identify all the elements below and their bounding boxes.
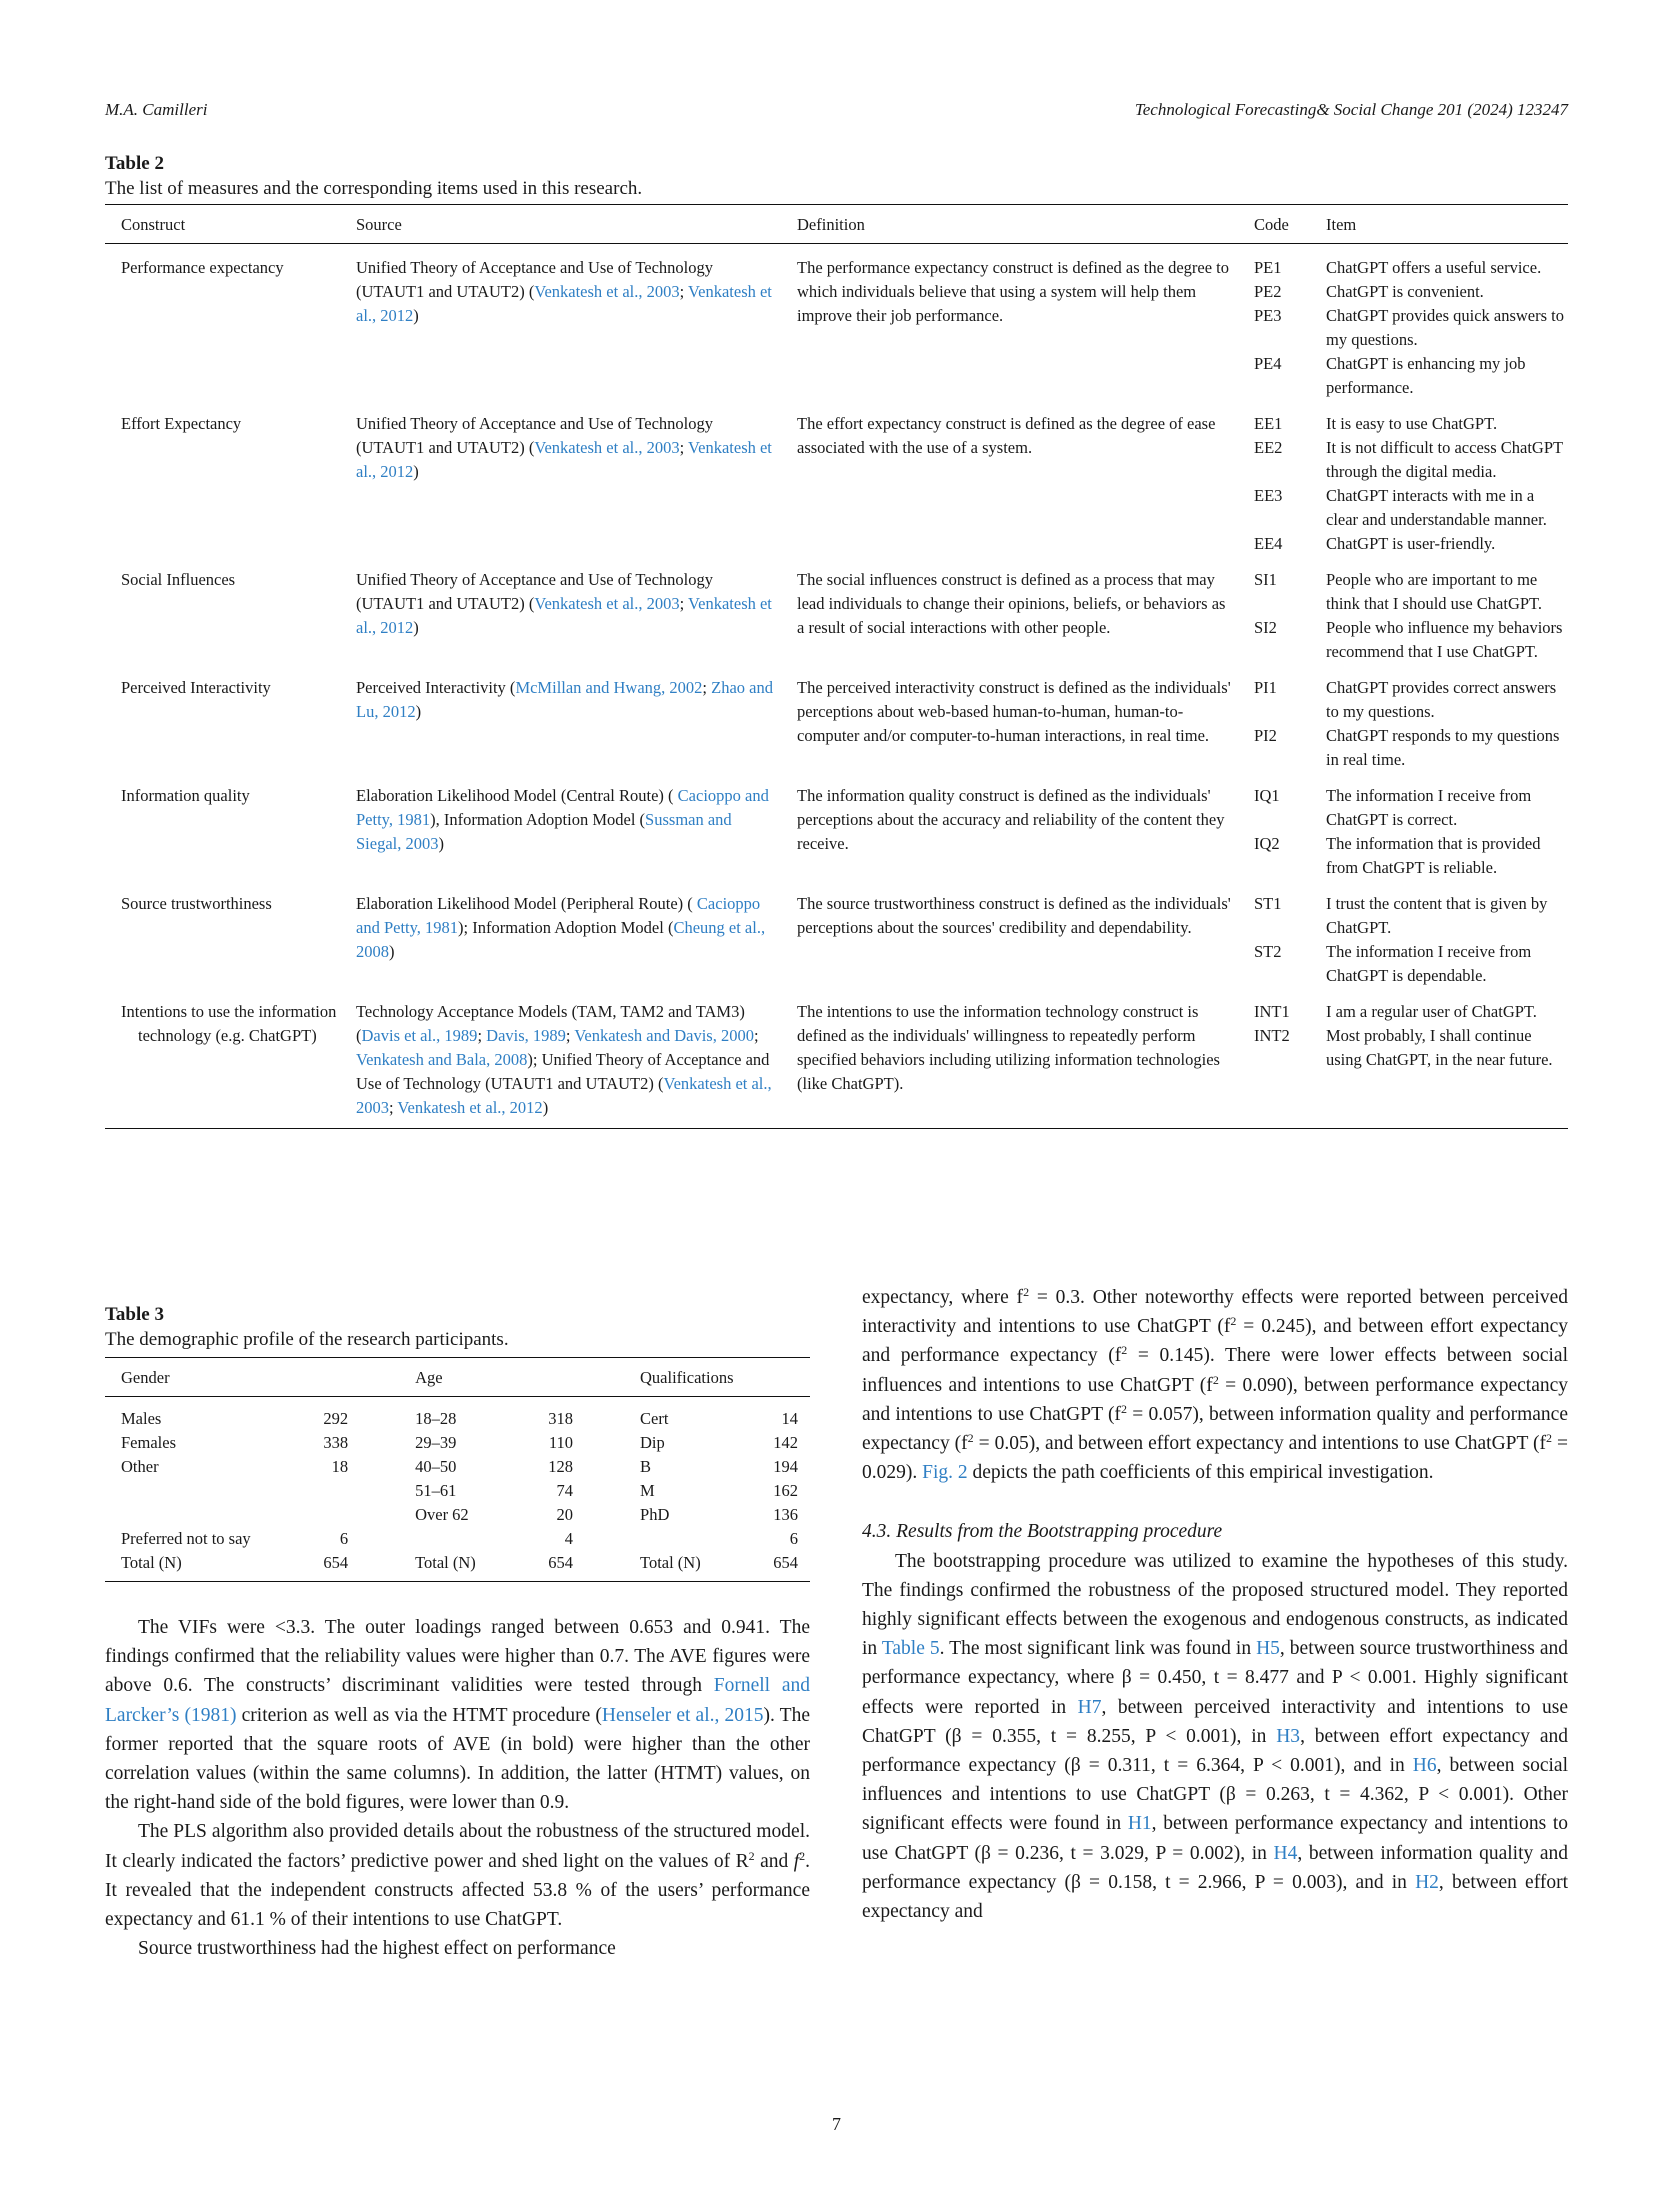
table-cell: 128: [548, 1457, 574, 1476]
table-row: [105, 1551, 810, 1582]
header-construct: Construct: [121, 215, 186, 234]
table-cell: [585, 1551, 640, 1582]
table-row: [105, 400, 1568, 556]
source-cell: Technology Acceptance Models (TAM, TAM2 and TAM3) (Davis et al., 1989; Davis, 1989; Venkatesh and Davis, 2000; Venkatesh and Bala, 2008); Unified Theory of Acceptance and Use of Technology (UTAUT1 and UTAUT2) (Venkatesh et al., 2003; Venkatesh et al., 2012): [356, 988, 797, 1129]
construct-cell: Effort Expectancy: [121, 414, 242, 433]
citation-link[interactable]: Venkatesh et al., 2012: [397, 1098, 543, 1117]
item-text: People who are important to me think that I should use ChatGPT.: [1326, 570, 1543, 613]
source-cell: Perceived Interactivity (McMillan and Hwang, 2002; Zhao and Lu, 2012): [356, 678, 773, 721]
link-h3[interactable]: H3: [1276, 1725, 1301, 1747]
items-cell: [1254, 400, 1568, 556]
item-code: PE4: [1254, 354, 1282, 373]
section-heading-4-3: 4.3. Results from the Bootstrapping procedure: [862, 1521, 1223, 1543]
item-code: PE1: [1254, 258, 1282, 277]
link-h4[interactable]: H4: [1273, 1842, 1298, 1864]
source-cell: Elaboration Likelihood Model (Central Route) ( Cacioppo and Petty, 1981), Information Adoption Model (Sussman and Siegal, 2003): [356, 786, 769, 853]
item-row: [1254, 1000, 1568, 1024]
item-code: IQ1: [1254, 786, 1280, 805]
table-row: [105, 880, 1568, 988]
item-code: EE3: [1254, 486, 1283, 505]
table-cell: [105, 1503, 296, 1527]
items-cell: [1254, 664, 1568, 772]
table-cell: 162: [773, 1481, 798, 1500]
citation-link[interactable]: Venkatesh et al., 2003: [534, 594, 680, 613]
table-cell: [585, 1479, 640, 1503]
citation-link[interactable]: McMillan and Hwang, 2002: [515, 678, 703, 697]
table-cell: Females: [121, 1433, 176, 1452]
table-cell: [360, 1397, 415, 1432]
table-cell: Cert: [640, 1409, 669, 1428]
table-row: [105, 1527, 810, 1551]
table-row: [105, 772, 1568, 880]
table-cell: 18–28: [415, 1409, 457, 1428]
link-h2[interactable]: H2: [1415, 1871, 1439, 1893]
item-text: It is not difficult to access ChatGPT through the digital media.: [1326, 438, 1563, 481]
paragraph-validity: The VIFs were <3.3. The outer loadings ranged between 0.653 and 0.941. The findings confirmed that the reliability values were higher than 0.7. The AVE figures were above 0.6. The constructs’ discriminant validities were tested through Fornell and Larcker’s (1981) criterion as well as via the HTMT procedure (Henseler et al., 2015). The former reported that the square roots of AVE (in bold) were higher than the other correlation values (within the same columns). In addition, the latter (HTMT) values, on the right-hand side of the bold figures, were lower than 0.9.: [105, 1617, 810, 1814]
table-cell: [360, 1431, 415, 1455]
items-cell: [1254, 556, 1568, 664]
item-row: [1254, 532, 1568, 556]
definition-cell: The source trustworthiness construct is defined as the individuals' perceptions about the sources' credibility and dependability.: [797, 894, 1231, 937]
table-row: [105, 1455, 810, 1479]
table-cell: Males: [121, 1409, 162, 1428]
item-row: [1254, 832, 1568, 880]
item-text: ChatGPT is convenient.: [1326, 282, 1484, 301]
item-code: PE2: [1254, 282, 1282, 301]
item-code: IQ2: [1254, 834, 1280, 853]
table-2-caption: The list of measures and the corresponding items used in this research.: [105, 178, 643, 199]
table-cell: [585, 1397, 640, 1432]
item-text: It is easy to use ChatGPT.: [1326, 414, 1498, 433]
table-cell: B: [640, 1457, 652, 1476]
table-cell: [105, 1479, 296, 1503]
cite-henseler[interactable]: Henseler et al., 2015: [601, 1704, 764, 1726]
demographic-table-body: [105, 1397, 810, 1582]
link-h6[interactable]: H6: [1412, 1755, 1437, 1777]
table-cell: Preferred not to say: [121, 1529, 251, 1548]
table-cell: 338: [323, 1433, 349, 1452]
link-h1[interactable]: H1: [1127, 1813, 1152, 1835]
definition-cell: The performance expectancy construct is defined as the degree to which individuals believe that using a system will help them improve their job performance.: [797, 258, 1230, 325]
table-cell: [360, 1527, 415, 1551]
table-cell: Other: [121, 1457, 159, 1476]
link-table-5[interactable]: Table 5: [881, 1638, 940, 1660]
citation-link[interactable]: Venkatesh et al., 2003: [356, 1074, 772, 1117]
table-header-row: [105, 1358, 810, 1397]
construct-cell: Social Influences: [121, 570, 236, 589]
table-cell: 654: [746, 1551, 810, 1582]
item-text: People who influence my behaviors recommend that I use ChatGPT.: [1326, 618, 1563, 661]
citation-link[interactable]: Zhao and Lu, 2012: [356, 678, 773, 721]
table-row: [105, 1397, 810, 1432]
citation-link[interactable]: Venkatesh et al., 2012: [356, 594, 772, 637]
table-row: [105, 1479, 810, 1503]
item-code: PE3: [1254, 306, 1282, 325]
measures-table-body: [105, 244, 1568, 1129]
paragraph-effects: expectancy, where $f^2 = 0.3$. Other noteworthy effects were reported between perceived interactivity and intentions to use ChatGPT $(f^2 = 0.245)$, and between effort expectancy and performance expectancy $(f^2 = 0.145)$. There were lower effects between social influences and intentions to use ChatGPT $(f^2 = 0.090)$, between performance expectancy and intentions to use ChatGPT $(f^2 = 0.057)$, between information quality and performance expectancy $(f^2 = 0.05)$, and between effort expectancy and intentions to use ChatGPT $(f^2 = 0.029)$. Fig. 2 depicts the path coefficients of this empirical investigation.: [862, 1285, 1569, 1484]
page-number: 7: [832, 2114, 841, 2134]
item-row: [1254, 484, 1568, 532]
item-text: The information that is provided from ChatGPT is reliable.: [1326, 834, 1541, 877]
items-cell: [1254, 772, 1568, 880]
table-cell: 74: [556, 1481, 574, 1500]
table-cell: [585, 1503, 640, 1527]
table-3: [105, 1303, 810, 1582]
item-row: [1254, 436, 1568, 484]
header-code: Code: [1254, 215, 1289, 234]
item-row: [1254, 676, 1568, 724]
table-cell: 51–61: [415, 1481, 457, 1500]
item-text: The information I receive from ChatGPT is dependable.: [1326, 942, 1532, 985]
item-text: The information I receive from ChatGPT is correct.: [1326, 786, 1532, 829]
table-3-caption: The demographic profile of the research participants.: [105, 1329, 509, 1350]
header-qualifications: Qualifications: [640, 1368, 734, 1387]
demographic-table: [105, 1357, 810, 1582]
link-fig-2[interactable]: Fig. 2: [922, 1462, 968, 1484]
table-cell: [360, 1479, 415, 1503]
table-cell: PhD: [640, 1505, 670, 1524]
header-item: Item: [1326, 215, 1357, 234]
table-cell: M: [640, 1481, 655, 1500]
right-column-text: [862, 1283, 1568, 1926]
table-cell: 29–39: [415, 1433, 457, 1452]
left-column-text: [105, 1613, 810, 1963]
item-text: ChatGPT provides correct answers to my questions.: [1326, 678, 1557, 721]
item-row: [1254, 304, 1568, 352]
item-text: ChatGPT is enhancing my job performance.: [1326, 354, 1526, 397]
items-cell: [1254, 988, 1568, 1129]
table-cell: Total (N): [640, 1551, 746, 1582]
paragraph-source-trust: Source trustworthiness had the highest effect on performance: [138, 1938, 616, 1960]
table-row: [105, 988, 1568, 1129]
table-cell: Dip: [640, 1433, 665, 1452]
item-code: EE1: [1254, 414, 1283, 433]
citation-link[interactable]: Cacioppo and Petty, 1981: [356, 894, 761, 937]
item-code: ST1: [1254, 894, 1282, 913]
item-row: [1254, 616, 1568, 664]
table-cell: 292: [323, 1409, 349, 1428]
item-text: Most probably, I shall continue using ChatGPT, in the near future.: [1326, 1026, 1553, 1069]
table-3-label: Table 3: [105, 1304, 164, 1325]
citation-link[interactable]: Venkatesh et al., 2012: [356, 438, 772, 481]
cite-fornell-larcker[interactable]: Fornell and Larcker’s (1981): [105, 1675, 810, 1726]
article-page: [105, 0, 1568, 2205]
table-row: [105, 1503, 810, 1527]
item-row: [1254, 256, 1568, 280]
source-cell: Unified Theory of Acceptance and Use of Technology (UTAUT1 and UTAUT2) (Venkatesh et al., 2003; Venkatesh et al., 2012): [356, 414, 772, 481]
item-text: ChatGPT provides quick answers to my questions.: [1326, 306, 1565, 349]
table-header-row: [105, 205, 1568, 244]
table-cell: [640, 1527, 746, 1551]
item-text: I am a regular user of ChatGPT.: [1326, 1002, 1537, 1021]
table-cell: 318: [548, 1409, 574, 1428]
item-code: INT2: [1254, 1026, 1290, 1045]
item-row: [1254, 724, 1568, 772]
definition-cell: The social influences construct is defined as a process that may lead individuals to change their opinions, beliefs, or behaviors as a result of social interactions with other people.: [797, 570, 1226, 637]
item-row: [1254, 412, 1568, 436]
source-cell: Unified Theory of Acceptance and Use of Technology (UTAUT1 and UTAUT2) (Venkatesh et al., 2003; Venkatesh et al., 2012): [356, 570, 772, 637]
construct-cell: Performance expectancy: [121, 258, 284, 277]
table-cell: 136: [773, 1505, 798, 1524]
citation-link[interactable]: Cacioppo and Petty, 1981: [356, 786, 769, 829]
table-cell: [360, 1455, 415, 1479]
measures-table: [105, 204, 1568, 1129]
table-row: [105, 664, 1568, 772]
paragraph-bootstrapping: The bootstrapping procedure was utilized to examine the hypotheses of this study. The findings confirmed the robustness of the proposed structured model. They reported highly significant effects between the exogenous and endogenous constructs, as indicated in Table 5. The most significant link was found in H5, between source trustworthiness and performance expectancy, where β = 0.450, t = 8.477 and P < 0.001. Highly significant effects were reported in H7, between perceived interactivity and intentions to use ChatGPT (β = 0.355, t = 8.255, P < 0.001), in H3, between effort expectancy and performance expectancy (β = 0.311, t = 6.364, P < 0.001), and in H6, between social influences and intentions to use ChatGPT (β = 0.263, t = 4.362, P < 0.001). Other significant effects were found in H1, between performance expectancy and intentions to use ChatGPT (β = 0.236, t = 3.029, P = 0.002), in H4, between information quality and performance expectancy (β = 0.158, t = 2.966, P = 0.003), and in H2, between effort expectancy and: [862, 1550, 1569, 1923]
table-cell: [415, 1527, 521, 1551]
item-text: ChatGPT is user-friendly.: [1326, 534, 1496, 553]
table-2-label: Table 2: [105, 153, 164, 174]
table-cell: [296, 1503, 360, 1527]
citation-link[interactable]: Venkatesh et al., 2012: [356, 282, 772, 325]
table-cell: Over 62: [415, 1505, 469, 1524]
source-cell: Unified Theory of Acceptance and Use of Technology (UTAUT1 and UTAUT2) (Venkatesh et al., 2003; Venkatesh et al., 2012): [356, 258, 772, 325]
item-row: [1254, 280, 1568, 304]
table-cell: 20: [556, 1505, 574, 1524]
item-row: [1254, 892, 1568, 940]
table-cell: [585, 1455, 640, 1479]
table-cell: [296, 1479, 360, 1503]
citation-link[interactable]: Venkatesh and Bala, 2008: [356, 1050, 528, 1069]
header-age: Age: [415, 1368, 443, 1387]
item-code: EE2: [1254, 438, 1283, 457]
citation-link[interactable]: Davis, 1989: [486, 1026, 566, 1045]
item-row: [1254, 1024, 1568, 1072]
construct-cell: Source trustworthiness: [121, 894, 272, 913]
table-cell: [585, 1431, 640, 1455]
definition-cell: The information quality construct is defined as the individuals' perceptions about the accuracy and reliability of the content they receive.: [797, 786, 1225, 853]
item-code: EE4: [1254, 534, 1283, 553]
citation-link[interactable]: Davis et al., 1989: [361, 1026, 478, 1045]
item-code: PI2: [1254, 726, 1277, 745]
construct-cell: Perceived Interactivity: [121, 678, 271, 697]
table-cell: 6: [339, 1529, 349, 1548]
table-cell: 18: [331, 1457, 349, 1476]
table-cell: [360, 1503, 415, 1527]
table-cell: [585, 1527, 640, 1551]
table-cell: 110: [548, 1433, 574, 1452]
journal-header: Technological Forecasting& Social Change 201 (2024) 123247: [1134, 100, 1568, 119]
item-text: ChatGPT responds to my questions in real time.: [1326, 726, 1560, 769]
definition-cell: The effort expectancy construct is defined as the degree of ease associated with the use of a system.: [797, 414, 1216, 457]
construct-cell: Information quality: [121, 786, 250, 805]
item-row: [1254, 784, 1568, 832]
paragraph-pls: The PLS algorithm also provided details about the robustness of the structured model. It clearly indicated the factors’ predictive power and shed light on the values of $R^2$ and $f^2$. It revealed that the independent constructs affected 53.8 % of the users’ performance expectancy and 61.1 % of their intentions to use ChatGPT.: [105, 1821, 810, 1931]
table-row: [105, 1431, 810, 1455]
table-cell: 40–50: [415, 1457, 457, 1476]
citation-link[interactable]: Cheung et al., 2008: [356, 918, 766, 961]
table-cell: 654: [521, 1551, 585, 1582]
link-h7[interactable]: H7: [1077, 1696, 1102, 1718]
item-code: SI1: [1254, 570, 1277, 589]
table-cell: 6: [789, 1529, 798, 1548]
table-cell: 142: [773, 1433, 798, 1452]
link-h5[interactable]: H5: [1256, 1638, 1280, 1660]
item-code: ST2: [1254, 942, 1282, 961]
table-cell: Total (N): [415, 1551, 521, 1582]
table-2: [105, 152, 1568, 1129]
header-gender: Gender: [121, 1368, 170, 1387]
item-text: I trust the content that is given by ChatGPT.: [1326, 894, 1548, 937]
item-code: SI2: [1254, 618, 1277, 637]
items-cell: [1254, 244, 1568, 401]
table-cell: [360, 1551, 415, 1582]
items-cell: [1254, 880, 1568, 988]
item-text: ChatGPT interacts with me in a clear and understandable manner.: [1326, 486, 1547, 529]
item-code: INT1: [1254, 1002, 1290, 1021]
author-header: M.A. Camilleri: [105, 100, 208, 119]
table-cell: 654: [296, 1551, 360, 1582]
citation-link[interactable]: Venkatesh et al., 2003: [534, 438, 680, 457]
table-cell: 4: [564, 1529, 574, 1548]
item-row: [1254, 940, 1568, 988]
item-row: [1254, 352, 1568, 400]
item-text: ChatGPT offers a useful service.: [1326, 258, 1542, 277]
definition-cell: The perceived interactivity construct is defined as the individuals' perceptions about web-based human-to-human, human-to-computer and/or computer-to-human interactions, in real time.: [797, 678, 1231, 745]
definition-cell: The intentions to use the information technology construct is defined as the individuals' willingness to repeatedly perform specified behaviors including utilizing information technologies (like ChatGPT).: [797, 988, 1254, 1129]
table-row: [105, 556, 1568, 664]
header-source: Source: [356, 215, 402, 234]
table-cell: 14: [781, 1409, 798, 1428]
table-cell: Total (N): [105, 1551, 296, 1582]
item-code: PI1: [1254, 678, 1277, 697]
construct-cell: Intentions to use the information technology (e.g. ChatGPT): [105, 988, 356, 1129]
citation-link[interactable]: Venkatesh et al., 2003: [534, 282, 680, 301]
source-cell: Elaboration Likelihood Model (Peripheral Route) ( Cacioppo and Petty, 1981); Information Adoption Model (Cheung et al., 2008): [356, 894, 766, 961]
table-row: [105, 244, 1568, 401]
header-definition: Definition: [797, 215, 865, 234]
table-cell: 194: [773, 1457, 798, 1476]
citation-link[interactable]: Sussman and Siegal, 2003: [356, 810, 732, 853]
item-row: [1254, 568, 1568, 616]
citation-link[interactable]: Venkatesh and Davis, 2000: [574, 1026, 754, 1045]
